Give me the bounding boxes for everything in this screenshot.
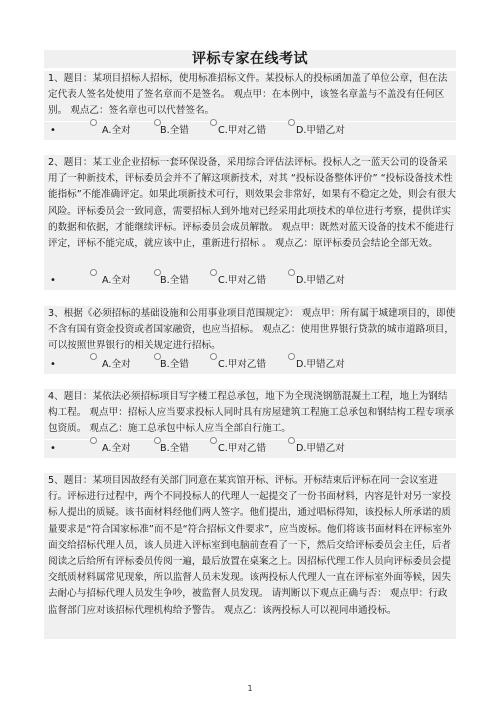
q4-option-b[interactable]: B.全错 <box>160 443 189 454</box>
bullet-icon: • <box>50 125 56 136</box>
q2-radio-d[interactable] <box>288 269 295 276</box>
q1-radio-d[interactable] <box>288 119 295 126</box>
q2-option-b[interactable]: B.全错 <box>160 275 189 286</box>
q3-radio-d[interactable] <box>288 353 295 360</box>
q2-radio-c[interactable] <box>210 269 217 276</box>
q2-radio-a[interactable] <box>90 269 97 276</box>
q2-option-a[interactable]: A.全对 <box>102 275 131 286</box>
question-4-text: 4、题目：某依法必须招标项目写字楼工程总承包，地下为全现浇钢筋混凝土工程，地上为钢结构工程。 观点甲：招标人应当要求投标人同时具有房屋建筑工程施工总承包和钢结构工程专项承包资质。 观点乙：施工总承包中标人应当全部自行施工。 <box>44 389 456 439</box>
question-1-options <box>44 122 456 140</box>
page-title: 评标专家在线考试 <box>44 50 456 68</box>
q4-radio-d[interactable] <box>288 437 295 444</box>
q3-option-a[interactable]: A.全对 <box>102 359 131 370</box>
q1-option-a[interactable]: A.全对 <box>102 125 131 136</box>
q2-option-d[interactable]: D.甲错乙对 <box>296 275 345 286</box>
question-3-options <box>44 356 456 374</box>
q3-option-d[interactable]: D.甲错乙对 <box>296 359 345 370</box>
q3-option-c[interactable]: C.甲对乙错 <box>218 359 267 370</box>
q4-option-a[interactable]: A.全对 <box>102 443 131 454</box>
q4-option-c[interactable]: C.甲对乙错 <box>218 443 267 454</box>
q4-option-d[interactable]: D.甲错乙对 <box>296 443 345 454</box>
q1-option-c[interactable]: C.甲对乙错 <box>218 125 267 136</box>
q1-option-d[interactable]: D.甲错乙对 <box>296 125 345 136</box>
q4-radio-a[interactable] <box>90 437 97 444</box>
q3-radio-c[interactable] <box>210 353 217 360</box>
page-number: 1 <box>247 684 253 693</box>
bullet-icon: • <box>50 359 56 370</box>
question-5-text: 5、题目：某项目因故经有关部门同意在某宾馆开标、评标。开标结束后评标在同一会议室进行。评标进行过程中，两个不同投标人的代理人一起提交了一份书面材料，内容是针对另一家投标人提出的质疑。该书面材料经他们两人签字。他们提出，通过唱标得知，该投标人所承诺的质量要求是“符合国家标准”而不是“符合招标文件要求”，应当废标。他们将该书面材料在评标室外面交给招标代理人员，该人员进入评标室到电脑前查看了一下，然后交给评标委员会主任，后者阅读之后给所有评标委员传阅一遍，最后放置在桌案之上。因招标代理工作人员向评标委员会提交纸质材料属常见现象，所以监督人员未发现。该两投标人代理人一直在评标室外面等候，因失去耐心与招标代理人员发生争吵，被监督人员发现。 请判断以下观点正确与否： 观点甲：行政监督部门应对该招标代理机构给予警告。 观点乙：该两投标人可以视同串通投标。 <box>44 473 456 639</box>
q4-radio-c[interactable] <box>210 437 217 444</box>
question-2-options <box>44 272 456 290</box>
q1-radio-a[interactable] <box>90 119 97 126</box>
question-3-text: 3、根据《必须招标的基础设施和公用事业项目范围规定》： 观点甲：所有属于城建项目的，即使不含有国有资金投资或者国家融资，也应当招标。 观点乙：使用世界银行贷款的城市道路项目，可以按照世界银行的相关规定进行招标。 <box>44 306 456 356</box>
q1-radio-c[interactable] <box>210 119 217 126</box>
q3-radio-a[interactable] <box>90 353 97 360</box>
q1-option-b[interactable]: B.全错 <box>160 125 189 136</box>
question-1-text: 1、题目：某项目招标人招标，使用标准招标文件。某投标人的投标函加盖了单位公章，但在法定代表人签名处使用了签名章而不是签名。 观点甲：在本例中，该签名章盖与不盖没有任何区别。 观点乙：签名章也可以代替签名。 <box>44 71 456 121</box>
q2-option-c[interactable]: C.甲对乙错 <box>218 275 267 286</box>
question-4-options <box>44 440 456 458</box>
q3-option-b[interactable]: B.全错 <box>160 359 189 370</box>
question-2-text: 2、题目：某工业企业招标一套环保设备，采用综合评估法评标。投标人之一蓝天公司的设备采用了一种新技术，评标委员会并不了解这项新技术，对其 “投标设备整体评价” “投标设备技术性能指标”不能准确评定。如果此项新技术可行，则效果会非常好，如果有不稳定之处，则会有很大风险。评标委员会一致同意，需要招标人到外地对已经采用此项技术的单位进行考察，提供详实的数据和依据，才能继续评标。评标委员会成员解散。 观点甲：既然对蓝天设备的技术不能进行评定，评标不能完成，就应该中止，重新进行招标 。 观点乙：原评标委员会结论全部无效。 <box>44 155 456 272</box>
bullet-icon: • <box>50 443 56 454</box>
bullet-icon: • <box>50 275 56 286</box>
